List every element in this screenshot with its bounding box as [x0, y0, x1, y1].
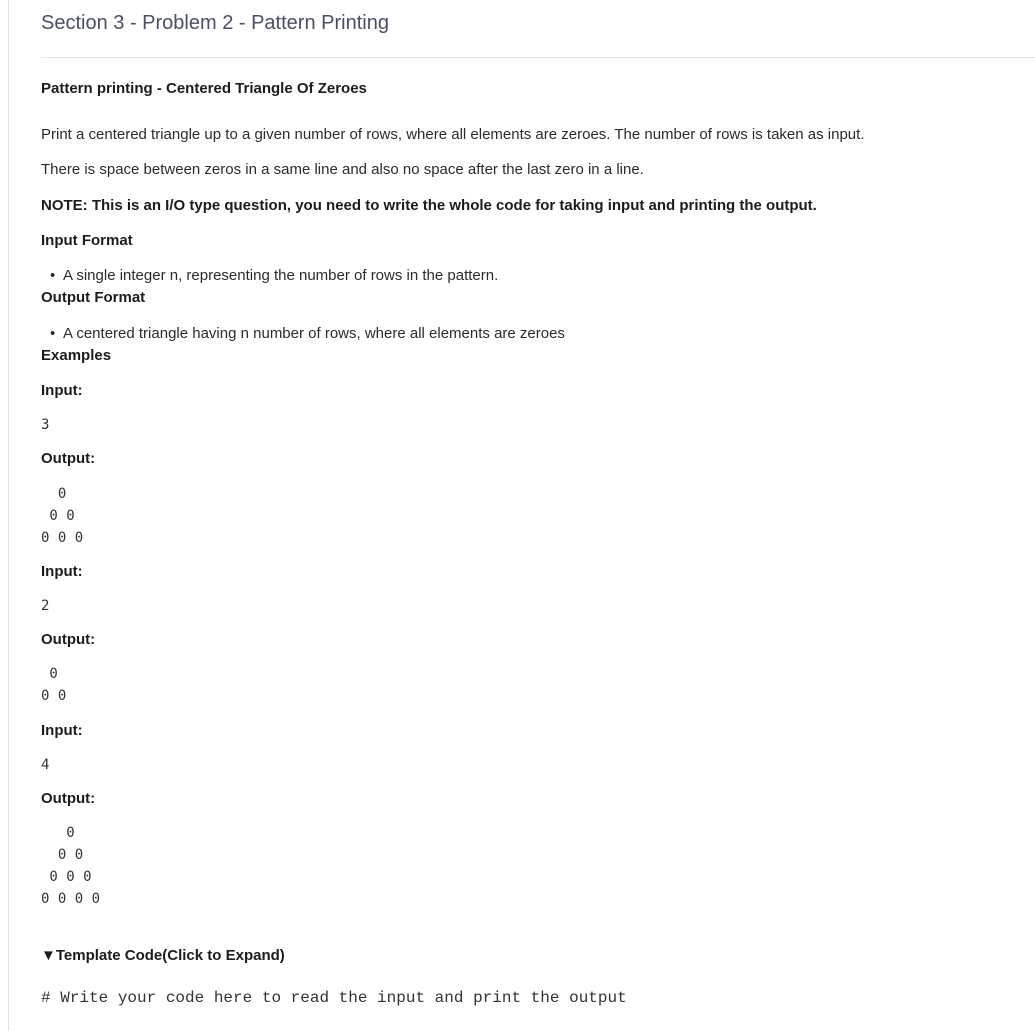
output-format-text: A centered triangle having n number of rows, where all elements are zeroes	[63, 325, 565, 342]
example-2-output-line: 0 0	[41, 688, 67, 704]
example-3-output-line: 0 0 0 0	[41, 891, 101, 907]
output-format-bullet	[50, 325, 565, 342]
example-3-input-label: Input:	[41, 722, 83, 739]
input-format-bullet	[50, 267, 498, 284]
example-3-output-line: 0 0	[41, 847, 84, 863]
examples-heading: Examples	[41, 347, 112, 364]
title-divider	[41, 57, 1035, 58]
problem-subtitle: Pattern printing - Centered Triangle Of Zeroes	[41, 80, 367, 97]
example-2-input-label: Input:	[41, 563, 83, 580]
left-border-divider	[8, 0, 9, 1031]
example-2-output-label: Output:	[41, 631, 96, 648]
problem-description-2: There is space between zeros in a same line and also no space after the last zero in a line.	[41, 161, 644, 178]
bullet-dot: •	[50, 267, 56, 284]
problem-description-1: Print a centered triangle up to a given number of rows, where all elements are zeroes. The number of rows is taken as input.	[41, 126, 865, 143]
output-format-heading: Output Format	[41, 289, 146, 306]
example-1-output-line: 0 0 0	[41, 530, 84, 546]
example-1-output-line: 0 0	[41, 508, 75, 524]
example-1-input-label: Input:	[41, 382, 83, 399]
template-code-expander[interactable]: ▼Template Code(Click to Expand)	[41, 947, 285, 964]
example-2-input-value: 2	[41, 598, 50, 614]
page-title: Section 3 - Problem 2 - Pattern Printing	[41, 12, 389, 34]
example-2-output-line: 0	[41, 666, 58, 682]
example-3-input-value: 4	[41, 757, 50, 773]
example-1-input-value: 3	[41, 417, 50, 433]
example-3-output-line: 0	[41, 825, 75, 841]
input-format-text: A single integer n, representing the number of rows in the pattern.	[63, 267, 499, 284]
bullet-dot: •	[50, 325, 56, 342]
input-format-heading: Input Format	[41, 232, 133, 249]
example-3-output-line: 0 0 0	[41, 869, 92, 885]
example-1-output-line: 0	[41, 486, 67, 502]
example-1-output-label: Output:	[41, 450, 96, 467]
template-code-block: # Write your code here to read the input and print the output	[41, 989, 627, 1007]
example-3-output-label: Output:	[41, 790, 96, 807]
problem-note: NOTE: This is an I/O type question, you need to write the whole code for taking input and printing the output.	[41, 197, 817, 214]
